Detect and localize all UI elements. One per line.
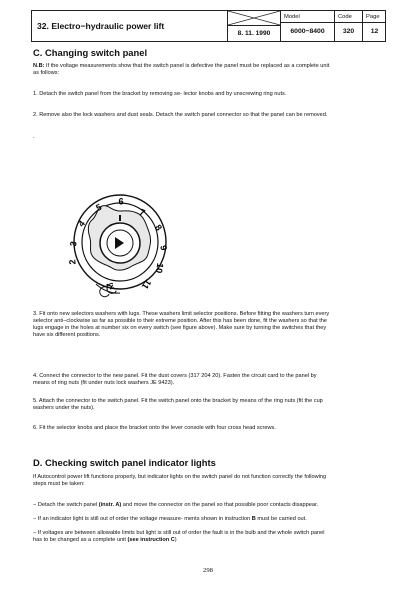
position-number-7: 7 [137, 206, 147, 219]
code-cell [335, 11, 363, 41]
instr-b-ref: B [251, 516, 256, 522]
code-label: Code [335, 11, 362, 23]
instr-c-ref: (see instruction C [127, 537, 175, 544]
header-blank-cell [228, 11, 281, 26]
position-number-11: 11 [139, 277, 154, 292]
step-3: 3. Fit onto new selectors washers with lugs. These washers limit selector positions. Before fitting the washers turn every selector anti−clockwise as far as possible to their extreme position. After this has been done, fit the washers so that the lugs engage in the holes at number six on every switch (see figure above). Make sure by turning the switches that they have six different positions. [33, 311, 330, 339]
stray-dot: . [33, 134, 35, 140]
revision-date: 8. 11. 1990 [228, 26, 281, 41]
nb-label: N.B: [33, 63, 45, 69]
page-label: Page [363, 11, 386, 23]
model-cell [281, 11, 335, 41]
position-number-4: 4 [76, 218, 87, 229]
nb-paragraph [33, 63, 333, 77]
position-number-3: 3 [68, 240, 79, 248]
nb-text: If the voltage measurements show that the switch panel is defective the panel must be replaced as a complete unit as follows: [33, 63, 330, 77]
check-item-1 [33, 502, 333, 509]
section-d-heading: D. Checking switch panel indicator lights [33, 457, 216, 468]
step-6: 6. Fit the selector knobs and place the bracket onto the lever console with four cross head screws. [33, 425, 276, 431]
check-item-1-text: − Detach the switch panel [33, 502, 99, 508]
position-number-9: 9 [158, 244, 169, 252]
page-value: 12 [370, 28, 379, 35]
chapter-title: 32. Electro−hydraulic power lift [32, 11, 228, 41]
model-label: Model [281, 11, 334, 23]
position-number-8: 8 [152, 222, 165, 233]
position-number-10: 10 [153, 262, 166, 274]
check-item-1-text-end: and move the connector on the panel so that possible poor contacts disappear. [121, 502, 319, 508]
check-item-3 [33, 530, 333, 544]
check-item-3-text-end: ) [174, 537, 177, 544]
check-item-2-text: − If an indicator light is still out of order the voltage measure- ments shown in instruction [33, 516, 252, 522]
check-item-2-text-end: must be carried out. [255, 516, 307, 522]
position-number-6: 6 [118, 196, 124, 207]
diagonal-lines [228, 11, 280, 25]
page-header [31, 10, 386, 42]
position-number-2: 2 [67, 259, 78, 265]
page-number: 298 [203, 567, 213, 574]
position-number-5: 5 [94, 201, 104, 214]
section-d-intro: If Autocontrol power lift functions properly, but indicator lights on the switch panel do not function correctly the following steps must be taken: [33, 474, 327, 488]
step-5: 5. Attach the connector to the switch panel. Fit the switch panel onto the bracket by means of the ring nuts (fit the cup washers under the nuts). [33, 398, 323, 412]
check-item-3-text: − If voltages are between allowable limits but light is still out of order the fault is in the bulb and the whole switch panel has to be changed as a complete unit [33, 530, 325, 544]
section-c-heading: C. Changing switch panel [33, 47, 148, 58]
step-4: 4. Connect the connector to the new panel. Fit the dust covers (317 204 20). Fasten the circuit card to the panel by means of ring nuts (fit under nuts lock washers JE 9423). [33, 373, 317, 387]
position-number-1: 1 [103, 281, 116, 291]
model-value: 6000−8400 [290, 28, 325, 35]
selector-switch-figure [62, 180, 182, 305]
instr-a-ref: (instr. A) [98, 502, 122, 508]
step-1: 1. Detach the switch panel from the bracket by removing se- lector knobs and by unscrewing ring nuts. [33, 91, 287, 97]
check-item-2 [33, 516, 333, 523]
page-cell [363, 11, 386, 41]
step-2: 2. Remove also the lock washers and dust seals. Detach the switch panel connector so that the panel can be removed. [33, 112, 328, 118]
code-value: 320 [342, 28, 355, 35]
